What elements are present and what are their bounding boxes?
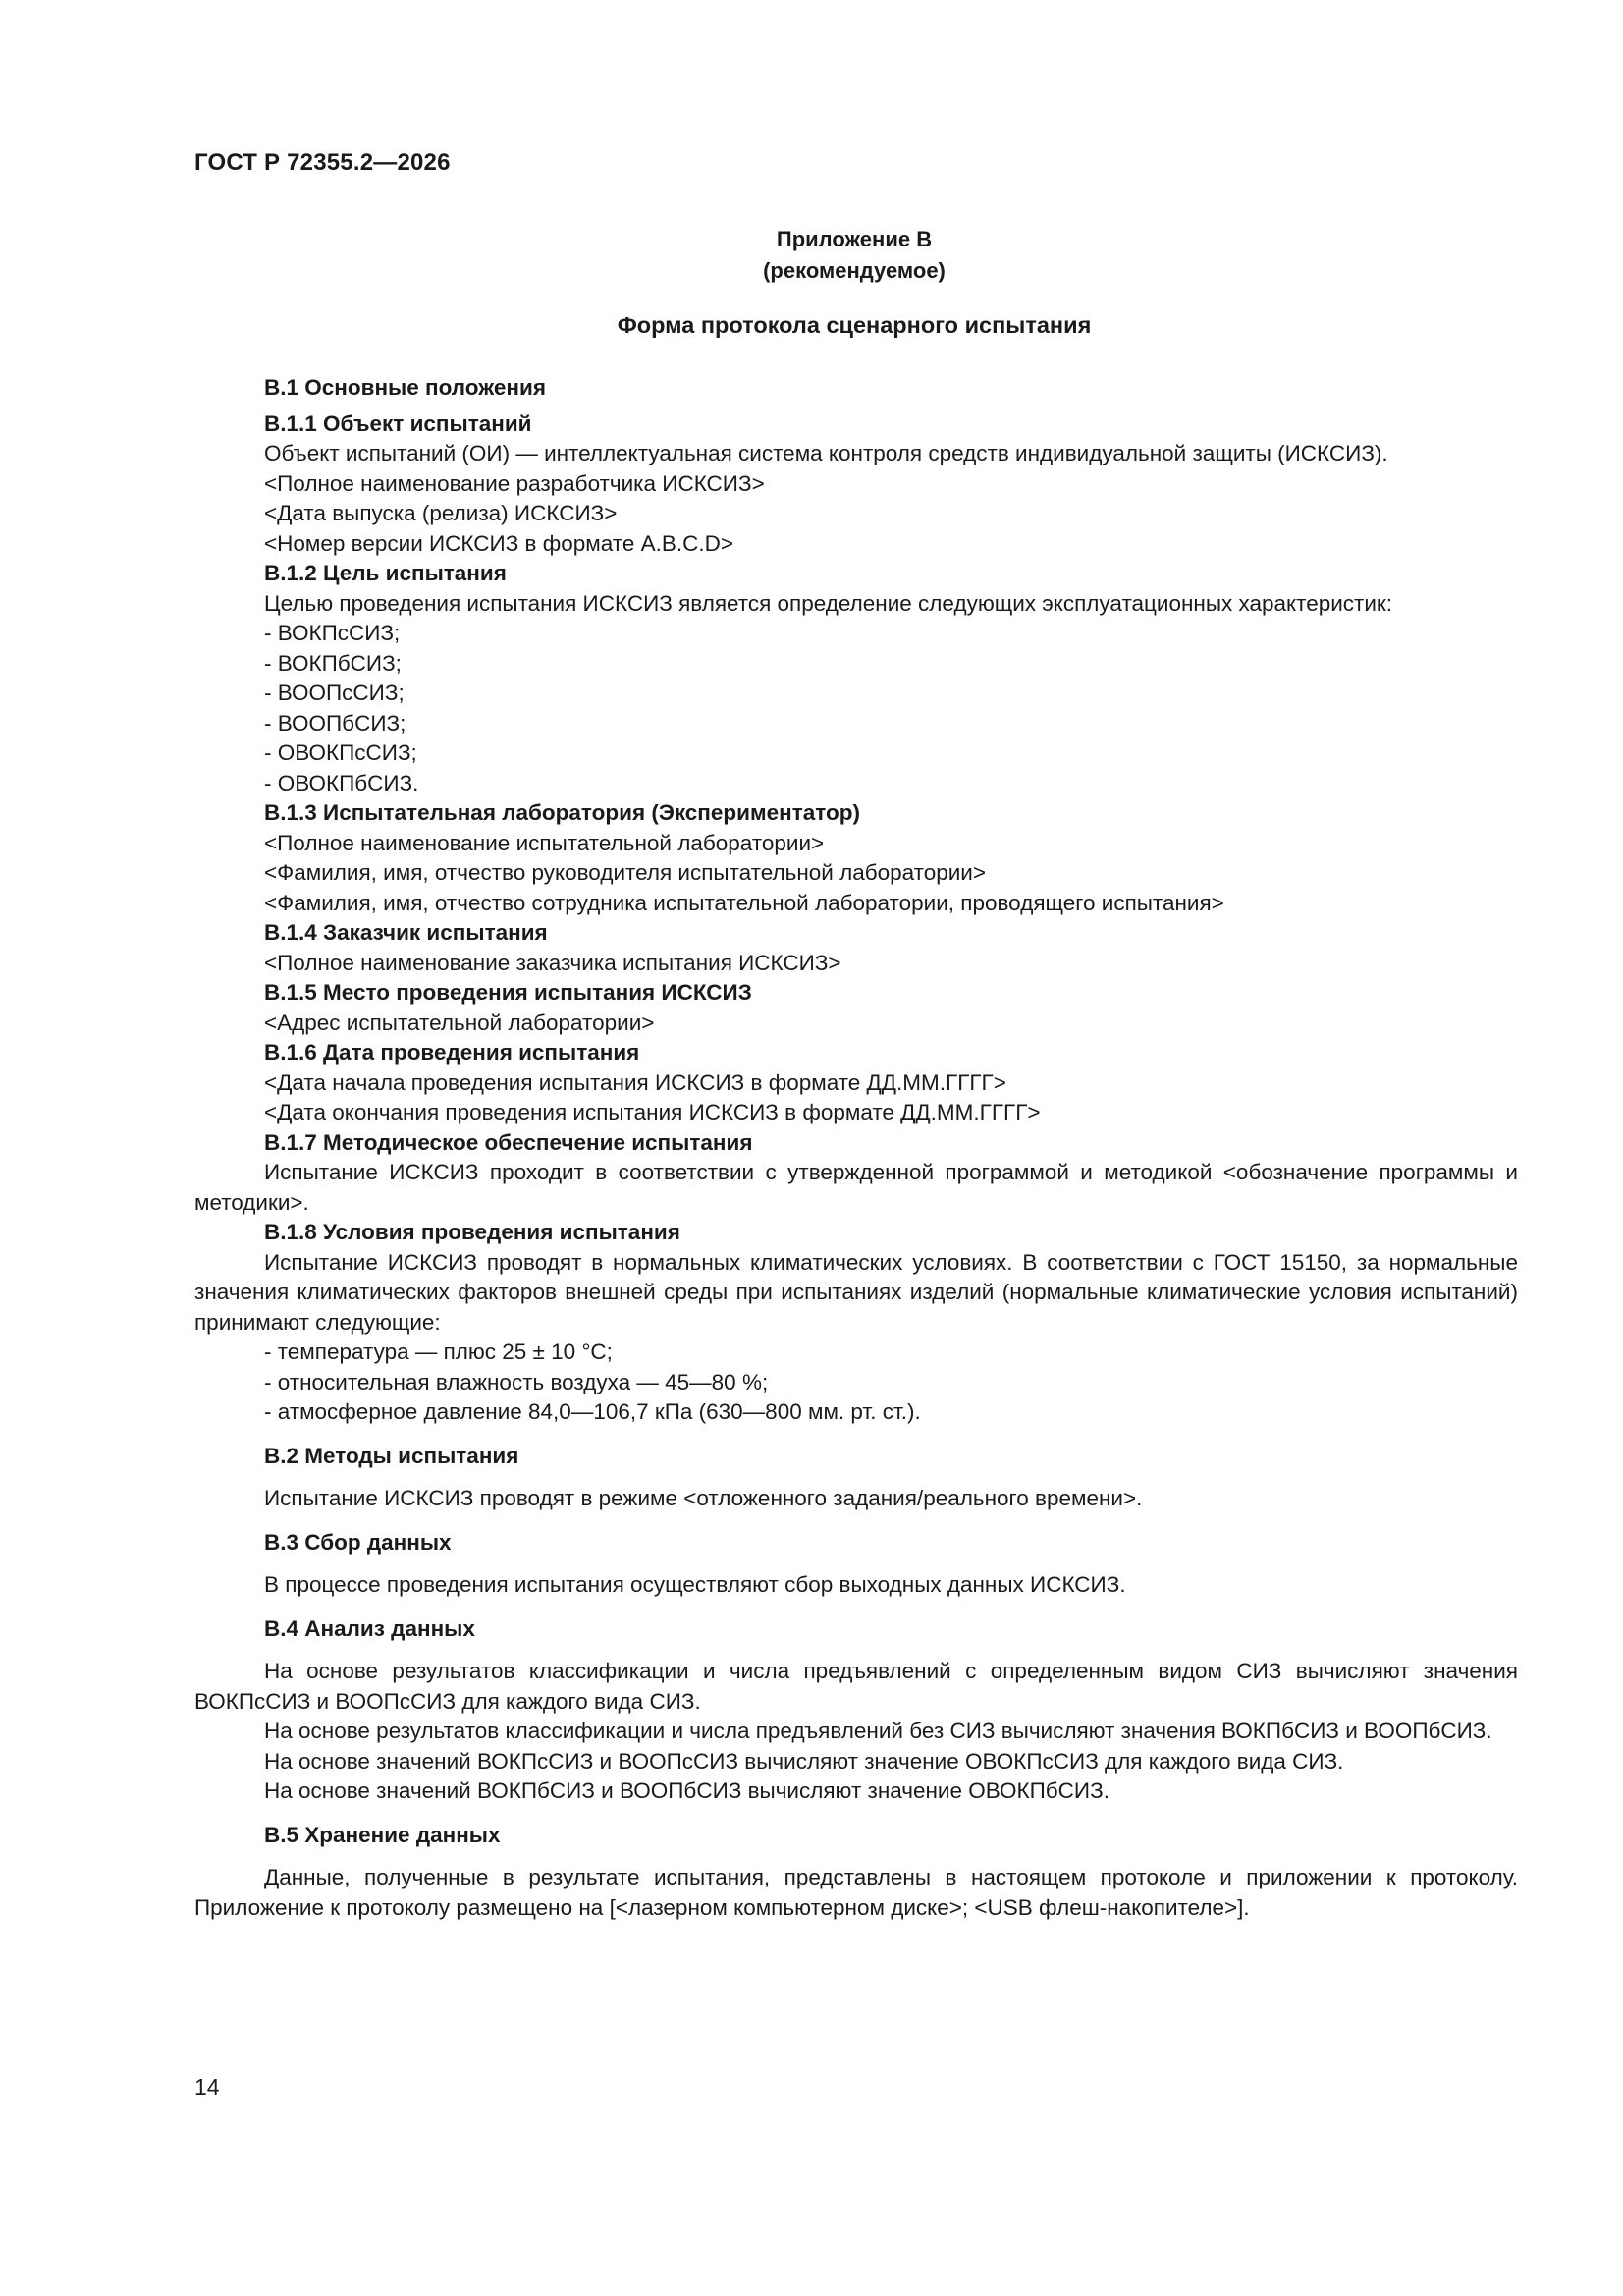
paragraph: На основе результатов классификации и числа предъявлений с определенным видом СИЗ вычисляют значения ВОКПсСИЗ и ВООПсСИЗ для каждого вида СИЗ. [194,1659,1518,1714]
text-line: <Дата выпуска (релиза) ИСКСИЗ> [264,501,618,525]
section-heading-b3: В.3 Сбор данных [264,1529,452,1555]
section-heading-b1-6: В.1.6 Дата проведения испытания [264,1040,640,1065]
text-line: <Полное наименование заказчика испытания ИСКСИЗ> [264,950,841,975]
list-item: - ОВОКПсСИЗ; [264,740,417,765]
paragraph: На основе значений ВОКПбСИЗ и ВООПбСИЗ вычисляют значение ОВОКПбСИЗ. [264,1778,1109,1803]
list-item: - ВОКПсСИЗ; [264,621,401,645]
list-item: - ВООПбСИЗ; [264,710,406,736]
annex-label: Приложение В [776,227,933,251]
paragraph: Испытание ИСКСИЗ проводят в режиме <отложенного задания/реального времени>. [264,1486,1143,1510]
paragraph: Испытание ИСКСИЗ проходит в соответствии с утвержденной программой и методикой <обозначение программы и методики>. [194,1160,1518,1215]
text-line: <Полное наименование разработчика ИСКСИЗ> [264,470,765,496]
section-heading-b1: В.1 Основные положения [264,375,546,400]
list-item: - ВООПсСИЗ; [264,681,405,705]
list-item: - температура — плюс 25 ± 10 °С; [264,1339,613,1364]
list-item: - атмосферное давление 84,0—106,7 кПа (630—800 мм. рт. ст.). [264,1399,921,1424]
page-number: 14 [194,2074,220,2100]
section-heading-b1-1: В.1.1 Объект испытаний [264,410,532,436]
text-line: <Номер версии ИСКСИЗ в формате A.B.C.D> [264,530,734,556]
text-line: <Фамилия, имя, отчество руководителя испытательной лаборатории> [264,860,987,885]
section-heading-b1-5: В.1.5 Место проведения испытания ИСКСИЗ [264,980,752,1005]
text-line: <Дата окончания проведения испытания ИСКСИЗ в формате ДД.ММ.ГГГГ> [264,1100,1041,1124]
section-heading-b1-7: В.1.7 Методическое обеспечение испытания [264,1129,753,1155]
section-heading-b1-3: В.1.3 Испытательная лаборатория (Экспериментатор) [264,800,860,825]
section-heading-b2: В.2 Методы испытания [264,1443,519,1468]
text-line: <Дата начала проведения испытания ИСКСИЗ в формате ДД.ММ.ГГГГ> [264,1069,1006,1095]
section-heading-b1-2: В.1.2 Цель испытания [264,561,507,585]
annex-type: (рекомендуемое) [763,258,946,283]
list-item: - ВОКПбСИЗ; [264,650,402,676]
paragraph: На основе значений ВОКПсСИЗ и ВООПсСИЗ вычисляют значение ОВОКПсСИЗ для каждого вида СИЗ. [264,1748,1344,1774]
document-body [194,373,1518,1923]
list-item: - относительная влажность воздуха — 45—80 %; [264,1369,769,1394]
text-line: <Фамилия, имя, отчество сотрудника испытательной лаборатории, проводящего испытания> [264,890,1224,915]
annex-title: Форма протокола сценарного испытания [617,312,1092,338]
paragraph: Испытание ИСКСИЗ проводят в нормальных климатических условиях. В соответствии с ГОСТ 15150, за нормальные значения климатических факторов внешней среды при испытаниях изделий (нормальные климатические условия испытаний) принимают следующие: [194,1249,1518,1335]
text-line: <Полное наименование испытательной лаборатории> [264,830,825,855]
list-item: - ОВОКПбСИЗ. [264,770,419,795]
paragraph: На основе результатов классификации и числа предъявлений без СИЗ вычисляют значения ВОКПбСИЗ и ВООПбСИЗ. [264,1719,1492,1743]
section-heading-b4: В.4 Анализ данных [264,1615,475,1641]
text-line: <Адрес испытательной лаборатории> [264,1010,655,1035]
text-line: Целью проведения испытания ИСКСИЗ является определение следующих эксплуатационных характеристик: [264,590,1393,616]
text-line: Объект испытаний (ОИ) — интеллектуальная система контроля средств индивидуальной защиты (ИСКСИЗ). [264,441,1388,465]
section-heading-b1-4: В.1.4 Заказчик испытания [264,920,548,945]
document-header-id: ГОСТ Р 72355.2—2026 [194,149,451,176]
paragraph: В процессе проведения испытания осуществляют сбор выходных данных ИСКСИЗ. [264,1572,1126,1597]
annex-heading [265,224,1443,287]
paragraph: Данные, полученные в результате испытания, представлены в настоящем протоколе и приложении к протоколу. Приложение к протоколу размещено на [<лазерном компьютерном диске>; <USB флеш-накопителе>]. [194,1865,1518,1920]
section-heading-b1-8: В.1.8 Условия проведения испытания [264,1220,680,1244]
section-heading-b5: В.5 Хранение данных [264,1822,501,1847]
